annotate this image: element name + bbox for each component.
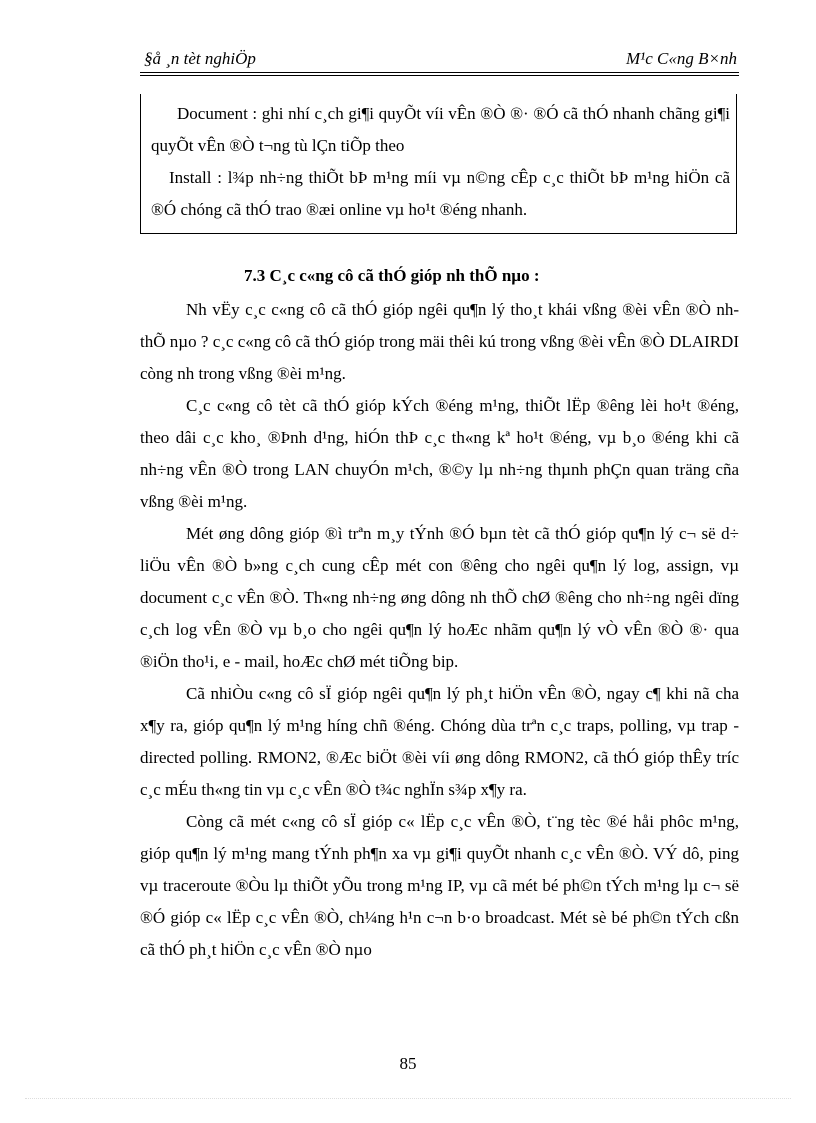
paragraph-4: Cã nhiÒu c«ng cô sÏ gióp ngêi qu¶n lý ph¸t hiÖn vÊn ®Ò, ngay c¶ khi nã cha x¶y ra, gióp qu¶n lý m¹ng híng chñ ®éng. Chóng dùa trªn c¸c traps, polling, vµ trap - directed polling. RMON2, ®Æc biÖt ®èi víi øng dông RMON2, cã thÓ gióp thÊy tríc c¸c mÉu th«ng tin vµ c¸c vÊn ®Ò t¾c nghÏn s¾p x¶y ra. <box>140 684 739 799</box>
page-header <box>140 46 739 73</box>
header-author: M¹c C«ng B×nh <box>626 49 737 68</box>
paragraph-5: Còng cã mét c«ng cô sÏ gióp c« lËp c¸c vÊn ®Ò, t¨ng tèc ®é håi phôc m¹ng, gióp qu¶n lý m¹ng mang tÝnh ph¶n xa vµ gi¶i quyÕt nhanh c¸c vÊn ®Ò. VÝ dô, ping vµ traceroute ®Òu lµ thiÕt yÕu trong m¹ng IP, vµ cã mét bé ph©n tÝch m¹ng lµ c¬ së ®Ó gióp c« lËp c¸c vÊn ®Ò, ch¼ng h¹n c¬n b·o broadcast. Mét sè bé ph©n tÝch cßn cã thÓ ph¸t hiÖn c¸c vÊn ®Ò nµo <box>140 812 739 959</box>
footer-rule <box>25 1098 791 1099</box>
paragraph-1: Nh vËy c¸c c«ng cô cã thÓ gióp ngêi qu¶n lý tho¸t khái vßng ®èi vÊn ®Ò nh thÕ nµo ? c¸c c«ng cô cã thÓ gióp trong mäi thêi kú trong vßng ®èi vÊn ®Ò DLAIRDI còng nh trong vßng ®èi m¹ng. <box>140 300 739 383</box>
section-heading: 7.3 C¸c c«ng cô cã thÓ gióp nh thÕ nµo : <box>244 266 540 285</box>
page-number: 85 <box>399 1054 417 1073</box>
box-document-line: Document : ghi nhí c¸ch gi¶i quyÕt víi vÊn ®Ò ®· ®Ó cã thÓ nhanh chãng gi¶i quyÕt vÊn ®Ò t¬ng tù lÇn tiÕp theo <box>151 104 730 155</box>
paragraph-3: Mét øng dông gióp ®ì trªn m¸y tÝnh ®Ó bµn tèt cã thÓ gióp qu¶n lý c¬ së d÷ liÖu vÊn ®Ò b»ng c¸ch cung cÊp mét con ®êng cho ngêi qu¶n lý log, assign, vµ document c¸c vÊn ®Ò. Th«ng nh÷ng øng dông nh thÕ chØ ®êng cho nh÷ng ngêi dïng c¸ch log vÊn ®Ò vµ b¸o cho ngêi qu¶n lý hoÆc nhãm qu¶n lý vÒ vÊn ®Ò ®· qua ®iÖn tho¹i, e - mail, hoÆc chØ mét tiÕng bip. <box>140 524 739 671</box>
header-rule <box>140 75 739 76</box>
section-content <box>140 258 739 966</box>
paragraph-2: C¸c c«ng cô tèt cã thÓ gióp kÝch ®éng m¹ng, thiÕt lËp ®êng lèi ho¹t ®éng, theo dâi c¸c kho¸ ®Þnh d¹ng, hiÓn thÞ c¸c th«ng kª ho¹t ®éng, vµ b¸o ®éng khi cã nh÷ng vÊn ®Ò trong LAN chuyÓn m¹ch, ®©y lµ nh÷ng thµnh phÇn quan träng cña vßng ®èi m¹ng. <box>140 396 739 511</box>
bordered-box <box>140 94 737 234</box>
box-install-line: Install : l¾p nh÷ng thiÕt bÞ m¹ng míi vµ n©ng cÊp c¸c thiÕt bÞ m¹ng hiÖn cã ®Ó chóng cã thÓ trao ®æi online vµ ho¹t ®éng nhanh. <box>151 168 730 219</box>
header-title: §å ¸n tèt nghiÖp <box>144 49 256 68</box>
